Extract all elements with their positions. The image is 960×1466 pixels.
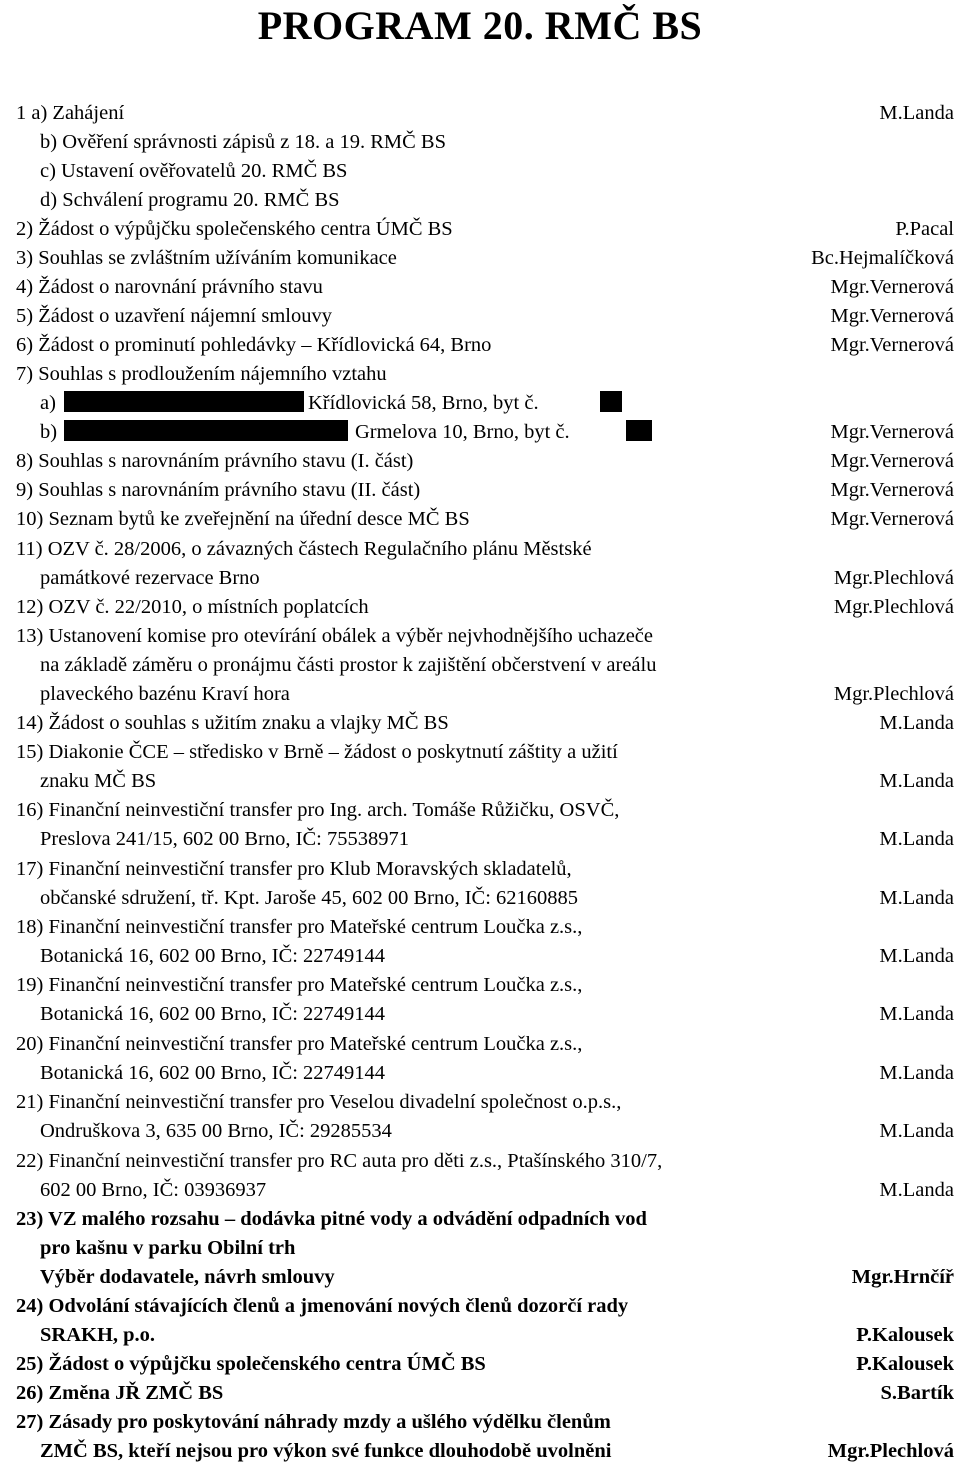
item-text: 5) Žádost o uzavření nájemní smlouvy — [16, 305, 332, 327]
redacted-number — [600, 389, 622, 418]
agenda-item-17-cont — [0, 884, 960, 913]
agenda-item-24-cont — [0, 1321, 960, 1350]
agenda-item-6 — [0, 331, 960, 360]
agenda-item-19 — [0, 971, 960, 1000]
item-responsible: M.Landa — [879, 1179, 954, 1201]
item-text: plaveckého bazénu Kraví hora — [40, 683, 290, 705]
agenda-item-13-cont — [0, 651, 960, 680]
agenda-item-23-cont — [0, 1263, 960, 1292]
item-responsible: Mgr.Vernerová — [830, 334, 954, 356]
item-responsible: Mgr.Vernerová — [830, 305, 954, 327]
item-text: znaku MČ BS — [40, 770, 157, 792]
agenda-item-21-cont — [0, 1117, 960, 1146]
item-text: 12) OZV č. 22/2010, o místních poplatcích — [16, 596, 369, 618]
redacted-name — [64, 389, 304, 418]
item-text: Křídlovická 58, Brno, byt č. — [308, 392, 539, 414]
item-responsible: Mgr.Vernerová — [830, 508, 954, 530]
item-text: 8) Souhlas s narovnáním právního stavu (I. část) — [16, 450, 414, 472]
agenda-item-23-cont — [0, 1234, 960, 1263]
item-text: Botanická 16, 602 00 Brno, IČ: 22749144 — [40, 945, 386, 967]
item-prefix: b) — [40, 421, 58, 443]
item-responsible: Mgr.Plechlová — [827, 1440, 954, 1462]
item-responsible: M.Landa — [879, 712, 954, 734]
agenda-item-15-cont — [0, 767, 960, 796]
item-responsible: Mgr.Hrnčíř — [851, 1266, 954, 1288]
item-text: 4) Žádost o narovnání právního stavu — [16, 276, 323, 298]
item-text: Grmelova 10, Brno, byt č. — [355, 421, 570, 443]
item-text: 21) Finanční neinvestiční transfer pro Veselou divadelní společnost o.p.s., — [16, 1091, 622, 1113]
item-text: 15) Diakonie ČCE – středisko v Brně – žádost o poskytnutí záštity a užití — [16, 741, 618, 763]
item-responsible: P.Kalousek — [856, 1353, 954, 1375]
item-text: občanské sdružení, tř. Kpt. Jaroše 45, 602 00 Brno, IČ: 62160885 — [40, 887, 579, 909]
agenda-item-1a — [0, 99, 960, 128]
agenda-item-13-cont — [0, 680, 960, 709]
item-text: d) Schválení programu 20. RMČ BS — [40, 189, 340, 211]
item-responsible: Mgr.Plechlová — [833, 683, 954, 705]
item-text: c) Ustavení ověřovatelů 20. RMČ BS — [40, 160, 348, 182]
item-responsible: S.Bartík — [880, 1382, 954, 1404]
item-text: 27) Zásady pro poskytování náhrady mzdy a ušlého výdělku členům — [16, 1411, 611, 1433]
page-title: PROGRAM 20. RMČ BS — [257, 3, 703, 48]
item-text: 24) Odvolání stávajících členů a jmenování nových členů dozorčí rady — [16, 1295, 629, 1317]
item-responsible: M.Landa — [879, 1120, 954, 1142]
item-text: ZMČ BS, kteří nejsou pro výkon své funkce dlouhodobě uvolněni — [40, 1440, 612, 1462]
item-text: 10) Seznam bytů ke zveřejnění na úřední desce MČ BS — [16, 508, 470, 530]
item-responsible: P.Kalousek — [856, 1324, 954, 1346]
item-responsible: M.Landa — [879, 828, 954, 850]
item-text: 2) Žádost o výpůjčku společenského centra ÚMČ BS — [16, 218, 453, 240]
item-text: b) Ověření správnosti zápisů z 18. a 19. RMČ BS — [40, 131, 446, 153]
item-responsible: Mgr.Plechlová — [833, 596, 954, 618]
item-text: 602 00 Brno, IČ: 03936937 — [40, 1179, 267, 1201]
agenda-item-25 — [0, 1350, 960, 1379]
agenda-item-15 — [0, 738, 960, 767]
item-text: 14) Žádost o souhlas s užitím znaku a vlajky MČ BS — [16, 712, 449, 734]
agenda-item-1c — [0, 157, 960, 186]
item-text: Výběr dodavatele, návrh smlouvy — [40, 1266, 335, 1288]
item-responsible: Mgr.Vernerová — [830, 450, 954, 472]
agenda-item-26 — [0, 1379, 960, 1408]
item-text: 26) Změna JŘ ZMČ BS — [16, 1382, 224, 1404]
item-responsible: M.Landa — [879, 887, 954, 909]
item-text: na základě záměru o pronájmu části prostor k zajištění občerstvení v areálu — [40, 654, 657, 676]
agenda-item-2 — [0, 215, 960, 244]
agenda-item-11 — [0, 535, 960, 564]
item-text: pro kašnu v parku Obilní trh — [40, 1237, 296, 1259]
agenda-item-4 — [0, 273, 960, 302]
item-text: 19) Finanční neinvestiční transfer pro Mateřské centrum Loučka z.s., — [16, 974, 583, 996]
item-responsible: M.Landa — [879, 102, 954, 124]
agenda-item-23 — [0, 1205, 960, 1234]
agenda-item-22 — [0, 1147, 960, 1176]
item-text: 3) Souhlas se zvláštním užíváním komunikace — [16, 247, 397, 269]
item-responsible: Bc.Hejmalíčková — [811, 247, 954, 269]
agenda-item-16 — [0, 796, 960, 825]
item-text: 20) Finanční neinvestiční transfer pro Mateřské centrum Loučka z.s., — [16, 1033, 583, 1055]
item-text: SRAKH, p.o. — [40, 1324, 156, 1346]
agenda-item-1d — [0, 186, 960, 215]
item-responsible: M.Landa — [879, 1003, 954, 1025]
agenda-item-11-cont — [0, 564, 960, 593]
item-text: 9) Souhlas s narovnáním právního stavu (II. část) — [16, 479, 421, 501]
agenda-item-14 — [0, 709, 960, 738]
agenda-item-7a — [0, 389, 960, 418]
item-text: 6) Žádost o prominutí pohledávky – Křídlovická 64, Brno — [16, 334, 492, 356]
agenda-item-20-cont — [0, 1059, 960, 1088]
item-responsible: Mgr.Vernerová — [830, 421, 954, 443]
item-text: 17) Finanční neinvestiční transfer pro Klub Moravských skladatelů, — [16, 858, 572, 880]
agenda-item-19-cont — [0, 1000, 960, 1029]
agenda-item-3 — [0, 244, 960, 273]
item-responsible: M.Landa — [879, 945, 954, 967]
agenda-item-8 — [0, 447, 960, 476]
agenda-item-21 — [0, 1088, 960, 1117]
agenda-item-20 — [0, 1030, 960, 1059]
agenda-item-12 — [0, 593, 960, 622]
item-text: 22) Finanční neinvestiční transfer pro RC auta pro děti z.s., Ptašínského 310/7, — [16, 1150, 663, 1172]
item-text: Botanická 16, 602 00 Brno, IČ: 22749144 — [40, 1003, 386, 1025]
redacted-number — [626, 418, 652, 447]
agenda-item-10 — [0, 505, 960, 534]
item-text: Botanická 16, 602 00 Brno, IČ: 22749144 — [40, 1062, 386, 1084]
item-responsible: P.Pacal — [895, 218, 954, 240]
item-text: 23) VZ malého rozsahu – dodávka pitné vody a odvádění odpadních vod — [16, 1208, 647, 1230]
agenda-item-17 — [0, 855, 960, 884]
item-text: Preslova 241/15, 602 00 Brno, IČ: 75538971 — [40, 828, 409, 850]
item-text: 7) Souhlas s prodloužením nájemního vztahu — [16, 363, 387, 385]
item-responsible: Mgr.Plechlová — [833, 567, 954, 589]
item-text: památkové rezervace Brno — [40, 567, 260, 589]
agenda-item-7 — [0, 360, 960, 389]
agenda-item-16-cont — [0, 825, 960, 854]
agenda-item-5 — [0, 302, 960, 331]
redacted-name — [64, 418, 348, 447]
agenda-item-9 — [0, 476, 960, 505]
item-text: 16) Finanční neinvestiční transfer pro Ing. arch. Tomáše Růžičku, OSVČ, — [16, 799, 620, 821]
item-text: 1 a) Zahájení — [16, 102, 125, 124]
item-prefix: a) — [40, 392, 56, 414]
agenda-item-24 — [0, 1292, 960, 1321]
agenda-item-27 — [0, 1408, 960, 1437]
agenda-item-13 — [0, 622, 960, 651]
item-responsible: Mgr.Vernerová — [830, 479, 954, 501]
item-text: 11) OZV č. 28/2006, o závazných částech Regulačního plánu Městské — [16, 538, 592, 560]
agenda-item-18-cont — [0, 942, 960, 971]
item-text: Ondruškova 3, 635 00 Brno, IČ: 29285534 — [40, 1120, 392, 1142]
item-responsible: M.Landa — [879, 770, 954, 792]
item-text: 13) Ustanovení komise pro otevírání obálek a výběr nejvhodnějšího uchazeče — [16, 625, 654, 647]
agenda-item-1b — [0, 128, 960, 157]
agenda-item-18 — [0, 913, 960, 942]
item-text: 18) Finanční neinvestiční transfer pro Mateřské centrum Loučka z.s., — [16, 916, 583, 938]
agenda-item-7b — [0, 418, 960, 447]
agenda-item-22-cont — [0, 1176, 960, 1205]
agenda-item-27-cont — [0, 1437, 960, 1466]
item-text: 25) Žádost o výpůjčku společenského centra ÚMČ BS — [16, 1353, 486, 1375]
item-responsible: M.Landa — [879, 1062, 954, 1084]
item-responsible: Mgr.Vernerová — [830, 276, 954, 298]
